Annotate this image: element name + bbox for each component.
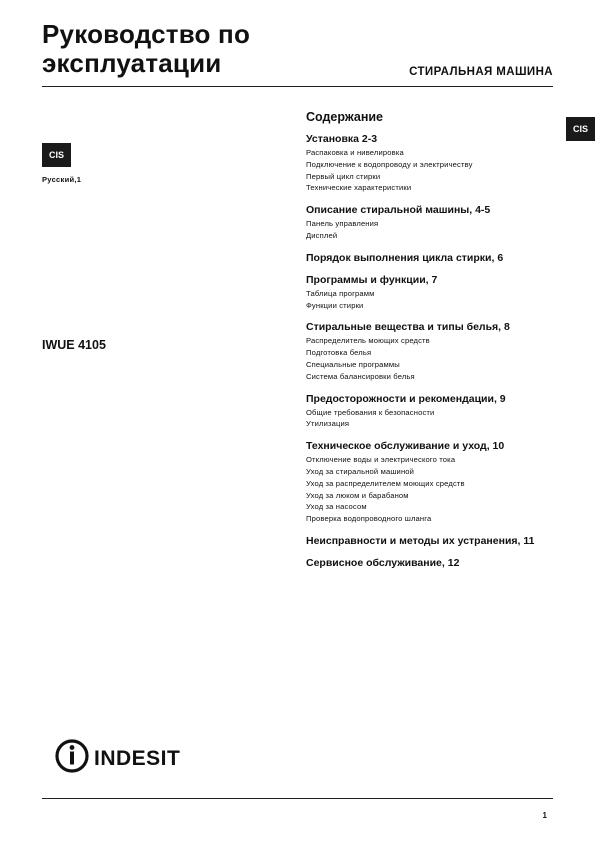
toc-item: Подключение к водопроводу и электричеству xyxy=(306,159,473,169)
toc-section xyxy=(306,133,566,194)
toc-item: Технические характеристики xyxy=(306,183,412,193)
toc-heading: Содержание xyxy=(306,110,384,124)
toc-item: Функции стирки xyxy=(306,300,364,310)
toc-section-title: Программы и функции, 7 xyxy=(306,273,438,286)
toc-item: Таблица программ xyxy=(306,288,375,298)
header-divider xyxy=(42,86,553,87)
title-line-1: Руководство по xyxy=(42,19,251,49)
toc-item: Распаковка и нивелировка xyxy=(306,148,404,157)
document-type: СТИРАЛЬНАЯ МАШИНА xyxy=(409,66,553,78)
toc-item: Дисплей xyxy=(306,230,338,240)
toc-section-title: Установка 2-3 xyxy=(306,133,378,145)
toc-section-title: Неисправности и методы их устранения, 11 xyxy=(306,534,535,547)
title-line-2: эксплуатации xyxy=(42,48,222,78)
toc-section-title: Сервисное обслуживание, 12 xyxy=(306,556,460,569)
toc-section-title: Предосторожности и рекомендации, 9 xyxy=(306,392,506,405)
toc-item: Специальные программы xyxy=(306,359,400,369)
toc-item: Первый цикл стирки xyxy=(306,171,381,181)
page-number: 1 xyxy=(542,811,547,820)
toc-item: Уход за насосом xyxy=(306,502,367,512)
toc-section-title: Техническое обслуживание и уход, 10 xyxy=(306,440,505,453)
toc-item: Уход за распределителем моющих средств xyxy=(306,478,465,488)
toc-section xyxy=(306,252,566,264)
toc-item: Распределитель моющих средств xyxy=(306,336,430,346)
toc-item: Отключение воды и электрического тока xyxy=(306,455,456,465)
toc-item: Панель управления xyxy=(306,219,379,229)
toc-item: Общие требования к безопасности xyxy=(306,407,435,417)
table-of-contents xyxy=(306,110,566,579)
indesit-logo xyxy=(54,736,204,776)
toc-item: Утилизация xyxy=(306,419,350,429)
toc-section xyxy=(306,557,566,569)
toc-section-title: Описание стиральной машины, 4-5 xyxy=(306,204,491,217)
toc-item: Проверка водопроводного шланга xyxy=(306,514,432,524)
language-label: Русский,1 xyxy=(42,175,82,184)
toc-section xyxy=(306,440,566,525)
toc-section-title: Стиральные вещества и типы белья, 8 xyxy=(306,321,510,334)
toc-section-title: Порядок выполнения цикла стирки, 6 xyxy=(306,251,504,264)
toc-item: Уход за люком и барабаном xyxy=(306,490,409,500)
document-title xyxy=(42,20,250,78)
toc-section xyxy=(306,535,566,547)
footer-divider xyxy=(42,798,553,799)
toc-section xyxy=(306,274,566,312)
toc-sections xyxy=(306,133,566,569)
toc-section xyxy=(306,393,566,431)
logo-wordmark: INDESIT xyxy=(94,747,181,770)
toc-section xyxy=(306,321,566,382)
toc-item: Система балансировки белья xyxy=(306,371,415,381)
toc-item: Подготовка белья xyxy=(306,348,372,358)
model-name: IWUE 4105 xyxy=(42,338,106,352)
side-tab-cis: CIS xyxy=(566,117,595,141)
cis-badge: CIS xyxy=(42,143,71,167)
toc-item: Уход за стиральной машиной xyxy=(306,466,415,476)
toc-section xyxy=(306,204,566,242)
